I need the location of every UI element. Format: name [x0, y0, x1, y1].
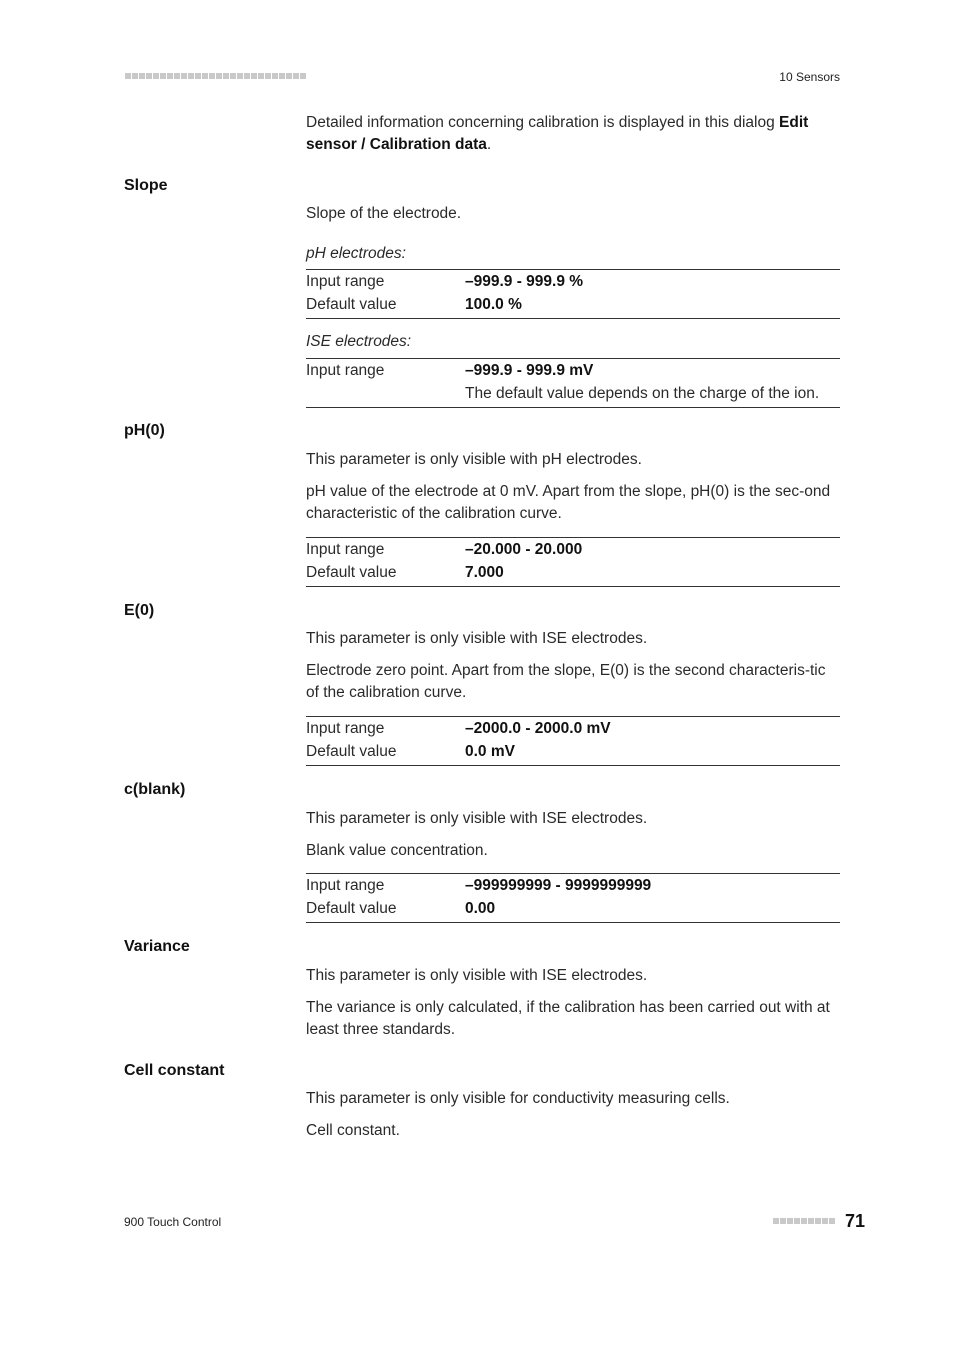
ph0-description: pH value of the electrode at 0 mV. Apart from the slope, pH(0) is the sec-ond characteristic of the calibration curve.	[306, 483, 831, 522]
variance-heading: Variance	[124, 938, 190, 955]
slope-description: Slope of the electrode.	[306, 205, 462, 222]
table-row	[306, 718, 840, 741]
cblank-description: Blank value concentration.	[306, 842, 488, 859]
cblank-visibility: This parameter is only visible with ISE electrodes.	[306, 810, 648, 827]
row-label: Input range	[306, 541, 385, 558]
intro-paragraph	[306, 112, 840, 156]
cblank-table	[306, 873, 840, 923]
variance-description: The variance is only calculated, if the calibration has been carried out with at least three standards.	[306, 999, 830, 1038]
row-value: –2000.0 - 2000.0 mV	[465, 720, 611, 737]
row-label: Input range	[306, 273, 385, 290]
table-row	[306, 383, 840, 406]
slope-ise-table	[306, 358, 840, 408]
e0-heading: E(0)	[124, 602, 155, 619]
footer-product-name: 900 Touch Control	[124, 1215, 222, 1229]
slope-ph-table	[306, 269, 840, 319]
intro-text-end: .	[486, 136, 492, 153]
table-row	[306, 294, 840, 317]
row-label: Default value	[306, 899, 397, 917]
ph0-heading: pH(0)	[124, 422, 165, 439]
row-label: Input range	[306, 877, 385, 894]
row-value: –999999999 - 9999999999	[465, 877, 652, 894]
footer-decoration-dots	[773, 1218, 835, 1224]
row-value: 100.0 %	[465, 295, 522, 313]
slope-ise-caption: ISE electrodes:	[306, 333, 412, 350]
table-row	[306, 562, 840, 585]
cell-constant-description: Cell constant.	[306, 1122, 400, 1139]
table-row	[306, 271, 840, 294]
row-value: –20.000 - 20.000	[465, 541, 583, 558]
intro-dialog-name: Edit sensor / Calibration data	[306, 114, 809, 153]
table-row	[306, 741, 840, 764]
cblank-heading: c(blank)	[124, 781, 186, 798]
row-value: 0.00	[465, 899, 496, 917]
row-label: Default value	[306, 295, 397, 313]
e0-description: Electrode zero point. Apart from the slope, E(0) is the second characteris-tic of the calibration curve.	[306, 662, 826, 701]
cell-constant-heading: Cell constant	[124, 1062, 225, 1079]
row-value: –999.9 - 999.9 %	[465, 273, 584, 290]
row-value: 0.0 mV	[465, 742, 515, 760]
row-label: Default value	[306, 742, 397, 760]
intro-text: Detailed information concerning calibration is displayed in this dialog	[306, 114, 780, 131]
slope-ph-caption: pH electrodes:	[306, 245, 406, 262]
e0-table	[306, 716, 840, 766]
e0-visibility: This parameter is only visible with ISE electrodes.	[306, 630, 648, 647]
ph0-table	[306, 537, 840, 587]
header-section-title: 10 Sensors	[779, 70, 840, 84]
table-row	[306, 875, 840, 898]
ph0-visibility: This parameter is only visible with pH electrodes.	[306, 451, 642, 468]
row-label: Input range	[306, 720, 385, 737]
slope-heading: Slope	[124, 177, 168, 194]
table-row	[306, 360, 840, 383]
row-label: Input range	[306, 362, 385, 379]
header-decoration-dots	[125, 73, 306, 79]
row-value: 7.000	[465, 563, 504, 581]
cell-constant-visibility: This parameter is only visible for conductivity measuring cells.	[306, 1090, 730, 1107]
table-row	[306, 539, 840, 562]
table-row	[306, 898, 840, 921]
row-note: The default value depends on the charge of the ion.	[465, 384, 820, 402]
row-label-empty	[306, 383, 465, 406]
variance-visibility: This parameter is only visible with ISE electrodes.	[306, 967, 648, 984]
row-value: –999.9 - 999.9 mV	[465, 362, 594, 379]
page-number: 71	[845, 1211, 866, 1231]
row-label: Default value	[306, 563, 397, 581]
